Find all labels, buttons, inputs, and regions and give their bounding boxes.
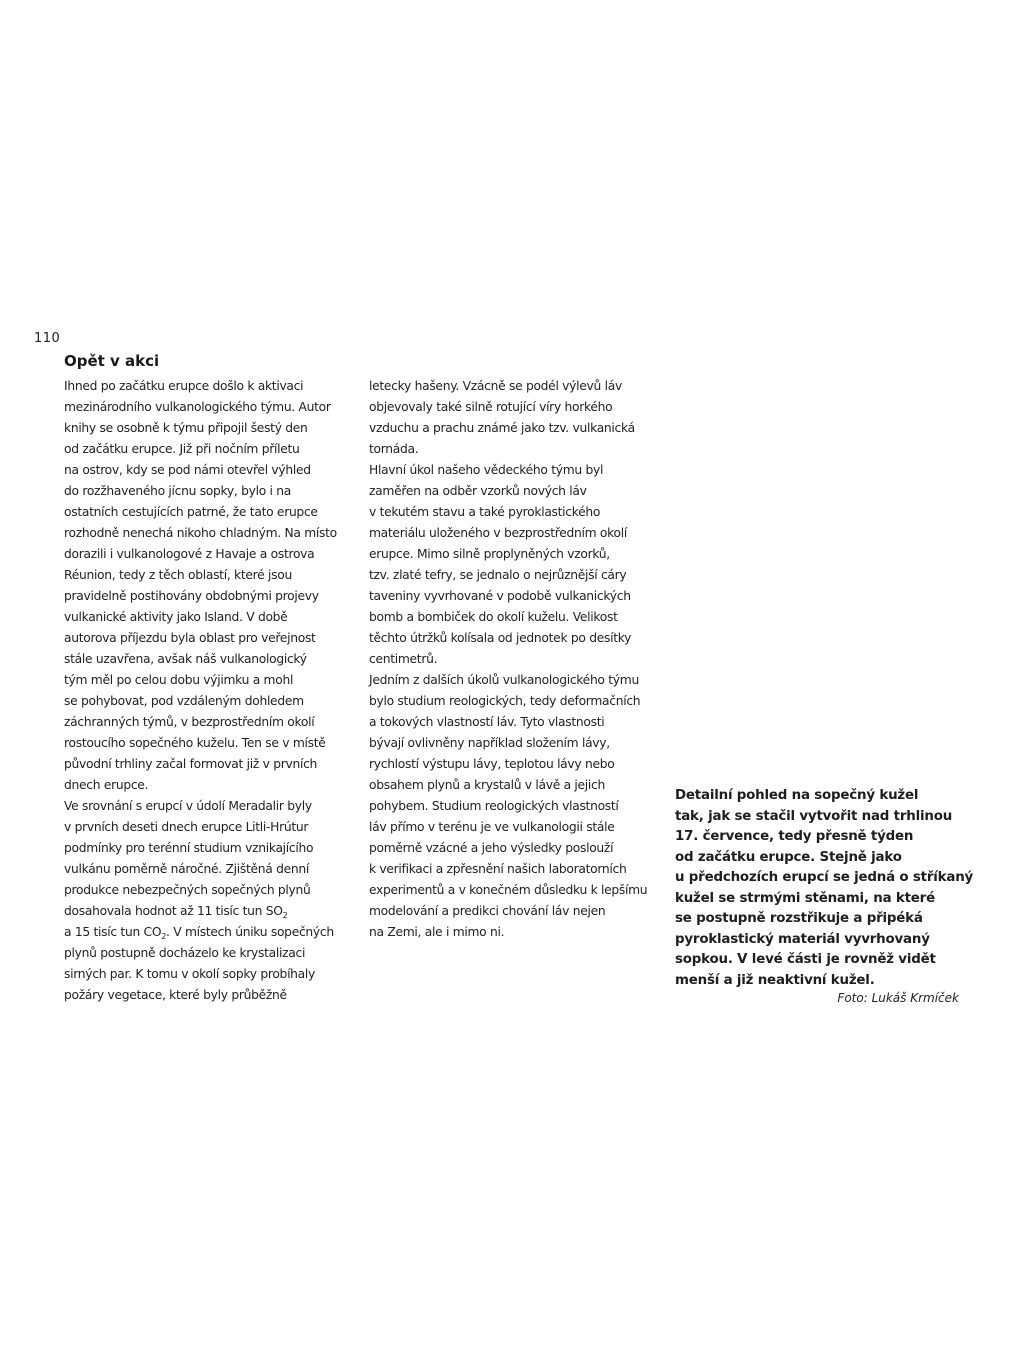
caption-line: se postupně rozstřikuje a připéká bbox=[675, 911, 923, 926]
text-line: požáry vegetace, které byly průběžně bbox=[64, 988, 287, 1002]
text-line: tým měl po celou dobu výjimku a mohl bbox=[64, 673, 294, 687]
text-line: těchto útržků kolísala od jednotek po desítky bbox=[369, 631, 632, 645]
page-number: 110 bbox=[34, 331, 61, 346]
co2-text-before: a 15 tisíc tun CO bbox=[64, 925, 162, 939]
text-line: rychlostí výstupu lávy, teplotou lávy nebo bbox=[369, 757, 615, 771]
text-line: sirných par. K tomu v okolí sopky probíhaly bbox=[64, 967, 316, 981]
caption-line: tak, jak se stačil vytvořit nad trhlinou bbox=[675, 808, 953, 824]
caption-line: kužel se strmými stěnami, na které bbox=[675, 890, 935, 906]
text-line: knihy se osobně k týmu připojil šestý den bbox=[64, 421, 308, 435]
text-line: letecky hašeny. Vzácně se podél výlevů láv bbox=[369, 379, 622, 393]
text-line: rozhodně nenechá nikoho chladným. Na místo bbox=[64, 526, 337, 540]
caption-line: u předchozích erupcí se jedná o stříkaný bbox=[675, 870, 974, 885]
co2-text-after: . V místech úniku sopečných bbox=[166, 925, 334, 939]
so2-text: dosahovala hodnot až 11 tisíc tun SO bbox=[64, 904, 283, 918]
text-line: experimentů a v konečném důsledku k lepšímu bbox=[369, 883, 648, 897]
text-line: stále uzavřena, avšak náš vulkanologický bbox=[64, 652, 307, 666]
so2-line bbox=[64, 901, 354, 922]
text-line: tzv. zlaté tefry, se jednalo o nejrůznější cáry bbox=[369, 568, 627, 582]
text-line: materiálu uloženého v bezprostředním okolí bbox=[369, 526, 627, 540]
text-line: taveniny vyvrhované v podobě vulkanických bbox=[369, 589, 631, 603]
text-line: do rozžhaveného jícnu sopky, bylo i na bbox=[64, 484, 292, 498]
text-line: zaměřen na odběr vzorků nových láv bbox=[369, 484, 587, 498]
text-line: pohybem. Studium reologických vlastností bbox=[369, 799, 619, 813]
text-line: modelování a predikci chování láv nejen bbox=[369, 904, 606, 918]
text-line: v tekutém stavu a také pyroklastického bbox=[369, 505, 601, 519]
co2-subscript: 2 bbox=[161, 932, 167, 941]
text-line: původní trhliny začal formovat již v prvních bbox=[64, 757, 318, 771]
caption-line: od začátku erupce. Stejně jako bbox=[675, 849, 902, 865]
text-line: vulkánu poměrně náročné. Zjištěná denní bbox=[64, 862, 309, 876]
article-column-1 bbox=[64, 376, 354, 1006]
caption-line: sopkou. V levé části je rovněž vidět bbox=[675, 952, 936, 967]
text-line: autorova příjezdu byla oblast pro veřejnost bbox=[64, 631, 316, 645]
text-line: vulkanické aktivity jako Island. V době bbox=[64, 610, 288, 624]
text-line: k verifikaci a zpřesnění našich laboratorních bbox=[369, 862, 627, 876]
caption-line: 17. července, tedy přesně týden bbox=[675, 829, 914, 844]
text-line: bomb a bombiček do okolí kuželu. Velikost bbox=[369, 610, 618, 624]
article-column-2 bbox=[369, 376, 659, 943]
text-line: láv přímo v terénu je ve vulkanologii stále bbox=[369, 820, 615, 834]
text-line: plynů postupně docházelo ke krystalizaci bbox=[64, 946, 306, 960]
text-line: dorazili i vulkanologové z Havaje a ostrova bbox=[64, 547, 315, 561]
text-line: bývají ovlivněny například složením lávy, bbox=[369, 736, 610, 750]
caption-line: menší a již neaktivní kužel. bbox=[675, 972, 875, 988]
text-line: na Zemi, ale i mimo ni. bbox=[369, 925, 505, 939]
text-line: poměrně vzácné a jeho výsledky poslouží bbox=[369, 841, 614, 855]
text-line: bylo studium reologických, tedy deformačních bbox=[369, 694, 641, 708]
text-line: a tokových vlastností láv. Tyto vlastnosti bbox=[369, 715, 605, 729]
text-line: produkce nebezpečných sopečných plynů bbox=[64, 883, 311, 897]
so2-subscript: 2 bbox=[282, 911, 288, 920]
text-line: podmínky pro terénní studium vznikajícího bbox=[64, 841, 314, 855]
text-line: tornáda. bbox=[369, 442, 419, 456]
text-line: mezinárodního vulkanologického týmu. Autor bbox=[64, 400, 331, 414]
photo-credit: Foto: Lukáš Krmíček bbox=[837, 991, 959, 1005]
text-line: Réunion, tedy z těch oblastí, které jsou bbox=[64, 568, 292, 582]
text-line: obsahem plynů a krystalů v lávě a jejich bbox=[369, 778, 605, 792]
text-line: erupce. Mimo silně proplyněných vzorků, bbox=[369, 547, 610, 561]
text-line: Hlavní úkol našeho vědeckého týmu byl bbox=[369, 463, 604, 477]
text-line: dnech erupce. bbox=[64, 778, 149, 792]
text-line: v prvních deseti dnech erupce Litli-Hrútur bbox=[64, 820, 309, 834]
co2-line bbox=[64, 922, 354, 943]
text-line: na ostrov, kdy se pod námi otevřel výhled bbox=[64, 463, 311, 477]
photo-caption bbox=[675, 786, 975, 991]
text-line: Jedním z dalších úkolů vulkanologického týmu bbox=[369, 673, 639, 687]
text-line: objevovaly také silně rotující víry horkého bbox=[369, 400, 613, 414]
text-line: pravidelně postihovány obdobnými projevy bbox=[64, 589, 319, 603]
text-line: záchranných týmů, v bezprostředním okolí bbox=[64, 715, 315, 729]
section-heading: Opět v akci bbox=[64, 352, 160, 370]
text-line: Ve srovnání s erupcí v údolí Meradalir byly bbox=[64, 799, 312, 813]
text-line: ostatních cestujících patrné, že tato erupce bbox=[64, 505, 318, 519]
text-line: rostoucího sopečného kuželu. Ten se v místě bbox=[64, 736, 326, 750]
text-line: vzduchu a prachu známé jako tzv. vulkanická bbox=[369, 421, 635, 435]
text-line: Ihned po začátku erupce došlo k aktivaci bbox=[64, 379, 304, 393]
caption-line: pyroklastický materiál vyvrhovaný bbox=[675, 931, 930, 947]
caption-line: Detailní pohled na sopečný kužel bbox=[675, 788, 919, 803]
text-line: centimetrů. bbox=[369, 652, 438, 666]
text-line: se pohybovat, pod vzdáleným dohledem bbox=[64, 694, 304, 708]
text-line: od začátku erupce. Již při nočním příletu bbox=[64, 442, 300, 456]
